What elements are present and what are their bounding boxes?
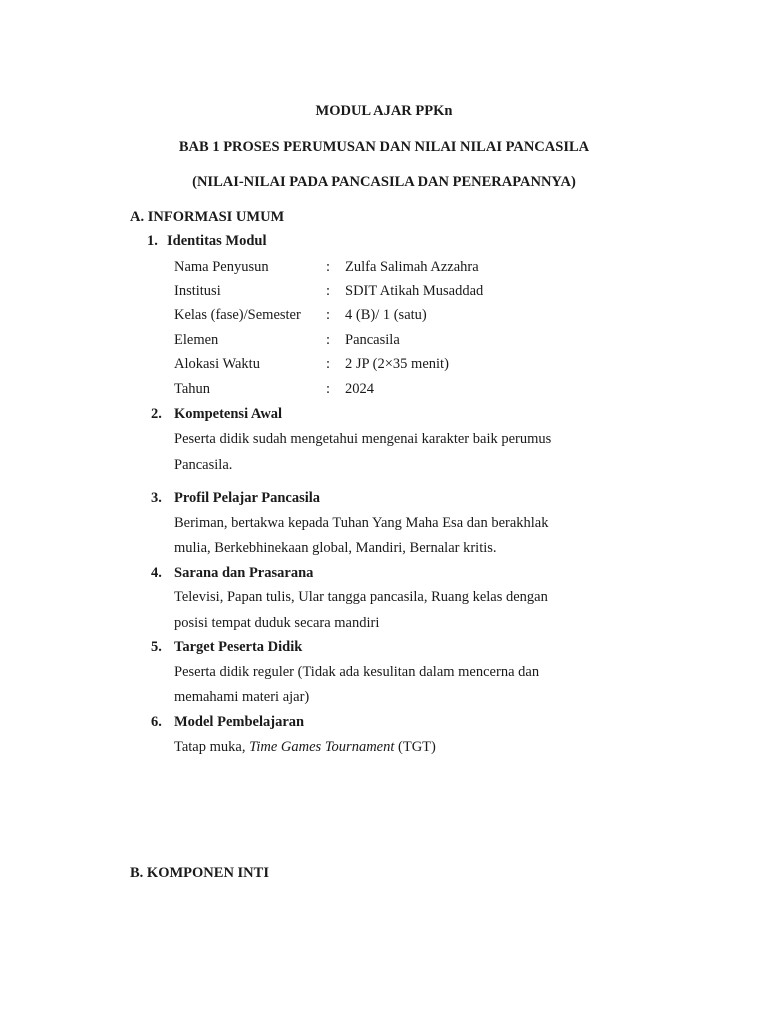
kompetensi-awal-title: Kompetensi Awal [174, 406, 283, 422]
item-number: 3. [151, 490, 162, 506]
row-value: 4 (B)/ 1 (satu) [345, 307, 427, 323]
model-text-suffix: (TGT) [394, 739, 436, 755]
model-pembelajaran-text [174, 738, 436, 756]
target-peserta-text: Peserta didik reguler (Tidak ada kesulitan dalam mencerna dan [174, 664, 540, 680]
row-separator: : [326, 259, 331, 275]
row-separator: : [326, 307, 331, 323]
row-value: Zulfa Salimah Azzahra [345, 259, 479, 275]
chapter-title: BAB 1 PROSES PERUMUSAN DAN NILAI NILAI PANCASILA [178, 139, 590, 155]
profil-pelajar-title: Profil Pelajar Pancasila [174, 490, 321, 506]
item-number: 1. [147, 233, 158, 249]
row-value: 2024 [345, 381, 374, 397]
model-pembelajaran-title: Model Pembelajaran [174, 714, 305, 730]
profil-pelajar-text: mulia, Berkebhinekaan global, Mandiri, Bernalar kritis. [174, 540, 497, 556]
model-text-italic: Time Games Tournament [249, 739, 395, 755]
row-label: Institusi [174, 283, 221, 299]
row-label: Tahun [174, 381, 211, 397]
target-peserta-title: Target Peserta Didik [174, 639, 303, 655]
row-value: Pancasila [345, 332, 400, 348]
row-separator: : [326, 356, 331, 372]
chapter-subtitle: (NILAI-NILAI PADA PANCASILA DAN PENERAPANNYA) [192, 174, 576, 190]
identitas-title: Identitas Modul [167, 233, 267, 249]
row-label: Elemen [174, 332, 219, 348]
kompetensi-awal-text: Peserta didik sudah mengetahui mengenai karakter baik perumus [174, 431, 552, 447]
sarana-prasarana-title: Sarana dan Prasarana [174, 565, 314, 581]
item-number: 2. [151, 406, 162, 422]
sarana-prasarana-text: Televisi, Papan tulis, Ular tangga pancasila, Ruang kelas dengan [174, 589, 548, 605]
row-value: 2 JP (2×35 menit) [345, 356, 449, 372]
row-separator: : [326, 332, 331, 348]
model-text-prefix: Tatap muka, [174, 739, 250, 755]
kompetensi-awal-text: Pancasila. [174, 457, 233, 473]
row-label: Kelas (fase)/Semester [174, 307, 301, 323]
document-title: MODUL AJAR PPKn [315, 103, 453, 119]
item-number: 6. [151, 714, 162, 730]
item-number: 5. [151, 639, 162, 655]
row-separator: : [326, 283, 331, 299]
row-value: SDIT Atikah Musaddad [345, 283, 484, 299]
sarana-prasarana-text: posisi tempat duduk secara mandiri [174, 615, 380, 631]
section-a-heading: A. INFORMASI UMUM [130, 209, 285, 225]
profil-pelajar-text: Beriman, bertakwa kepada Tuhan Yang Maha Esa dan berakhlak [174, 515, 549, 531]
item-number: 4. [151, 565, 162, 581]
target-peserta-text: memahami materi ajar) [174, 689, 310, 705]
section-b-heading: B. KOMPONEN INTI [130, 865, 269, 881]
row-label: Nama Penyusun [174, 259, 269, 275]
row-separator: : [326, 381, 331, 397]
row-label: Alokasi Waktu [174, 356, 260, 372]
